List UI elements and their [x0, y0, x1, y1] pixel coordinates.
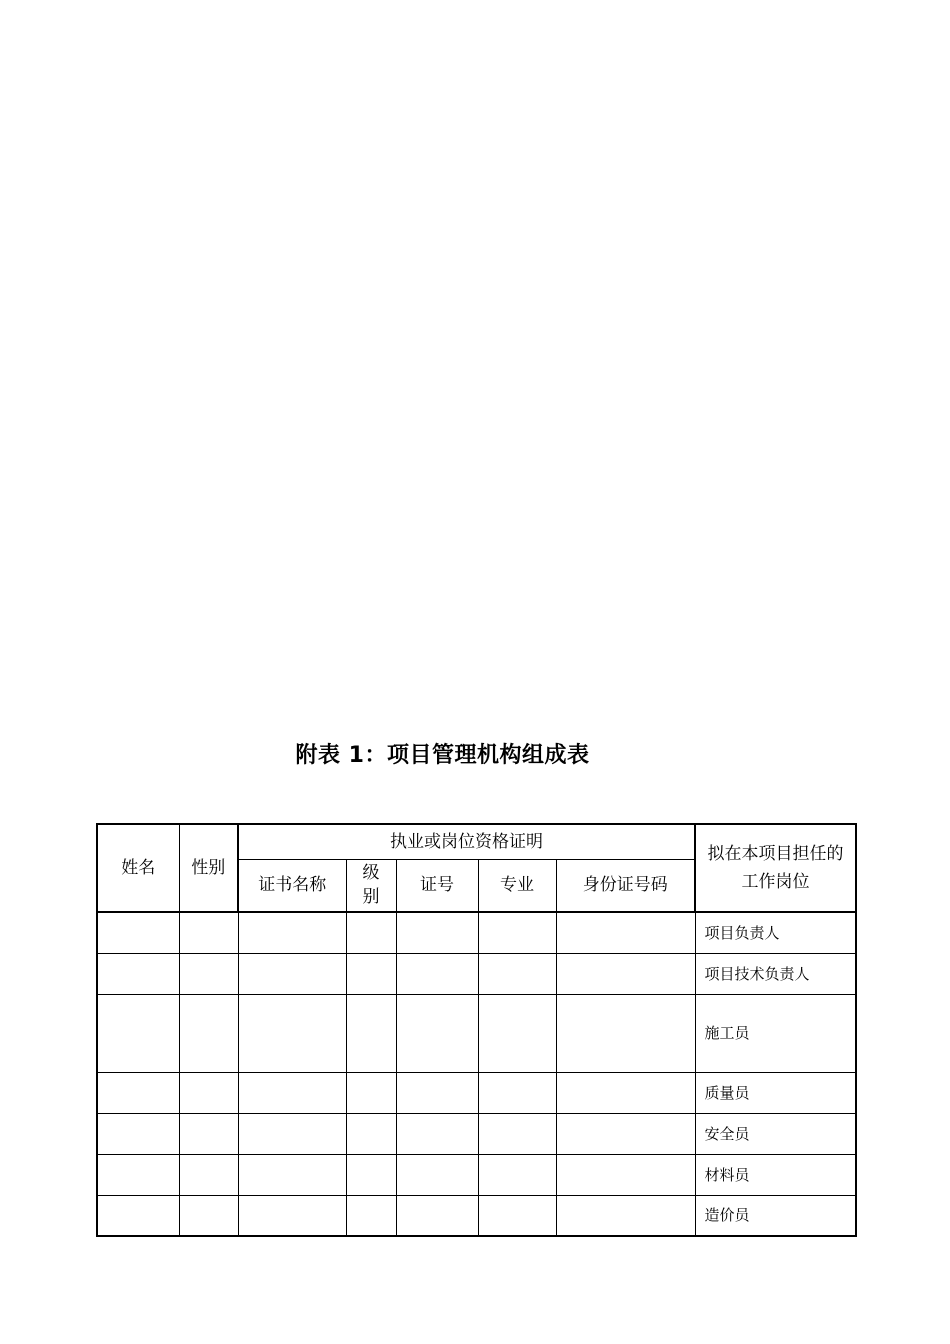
certificate-number-cell[interactable] — [396, 994, 478, 1072]
name-cell[interactable] — [97, 1113, 179, 1154]
certificate-name-cell[interactable] — [238, 1113, 346, 1154]
header-specialty: 专业 — [478, 859, 556, 912]
gender-cell[interactable] — [179, 1072, 238, 1113]
table-row — [97, 1195, 856, 1236]
certificate-number-cell[interactable] — [396, 1154, 478, 1195]
certificate-number-cell[interactable] — [396, 1113, 478, 1154]
certificate-name-cell[interactable] — [238, 994, 346, 1072]
certificate-name-cell[interactable] — [238, 1154, 346, 1195]
name-cell[interactable] — [97, 1154, 179, 1195]
header-row-top — [97, 824, 856, 859]
specialty-cell[interactable] — [478, 953, 556, 994]
certificate-name-cell[interactable] — [238, 1072, 346, 1113]
table-row — [97, 1154, 856, 1195]
header-level-top: 级 — [362, 863, 380, 884]
specialty-cell[interactable] — [478, 994, 556, 1072]
role-cell: 造价员 — [695, 1195, 856, 1236]
level-cell[interactable] — [346, 1195, 396, 1236]
gender-cell[interactable] — [179, 953, 238, 994]
specialty-cell[interactable] — [478, 1154, 556, 1195]
id-number-cell[interactable] — [556, 1195, 695, 1236]
name-cell[interactable] — [97, 1072, 179, 1113]
specialty-cell[interactable] — [478, 1072, 556, 1113]
header-certificate-name: 证书名称 — [238, 859, 346, 912]
specialty-cell[interactable] — [478, 912, 556, 953]
table-row — [97, 994, 856, 1072]
certificate-number-cell[interactable] — [396, 1072, 478, 1113]
id-number-cell[interactable] — [556, 994, 695, 1072]
level-cell[interactable] — [346, 1072, 396, 1113]
header-id-number: 身份证号码 — [556, 859, 695, 912]
gender-cell[interactable] — [179, 1154, 238, 1195]
role-cell: 项目负责人 — [695, 912, 856, 953]
certificate-number-cell[interactable] — [396, 912, 478, 953]
name-cell[interactable] — [97, 994, 179, 1072]
header-level-bottom: 别 — [362, 887, 380, 908]
gender-cell[interactable] — [179, 912, 238, 953]
role-cell: 安全员 — [695, 1113, 856, 1154]
header-name: 姓名 — [97, 824, 179, 912]
level-cell[interactable] — [346, 1154, 396, 1195]
certificate-number-cell[interactable] — [396, 953, 478, 994]
id-number-cell[interactable] — [556, 1113, 695, 1154]
header-level — [346, 859, 396, 912]
header-gender: 性别 — [179, 824, 238, 912]
certificate-number-cell[interactable] — [396, 1195, 478, 1236]
id-number-cell[interactable] — [556, 912, 695, 953]
name-cell[interactable] — [97, 953, 179, 994]
specialty-cell[interactable] — [478, 1113, 556, 1154]
gender-cell[interactable] — [179, 1113, 238, 1154]
table-row — [97, 1072, 856, 1113]
page-title: 附表 1：项目管理机构组成表 — [295, 743, 590, 768]
table-row — [97, 1113, 856, 1154]
level-cell[interactable] — [346, 912, 396, 953]
name-cell[interactable] — [97, 912, 179, 953]
name-cell[interactable] — [97, 1195, 179, 1236]
role-cell: 质量员 — [695, 1072, 856, 1113]
header-certificate-number: 证号 — [396, 859, 478, 912]
role-cell: 项目技术负责人 — [695, 953, 856, 994]
header-role: 拟在本项目担任的工作岗位 — [695, 824, 856, 912]
certificate-name-cell[interactable] — [238, 953, 346, 994]
level-cell[interactable] — [346, 1113, 396, 1154]
id-number-cell[interactable] — [556, 953, 695, 994]
level-cell[interactable] — [346, 994, 396, 1072]
level-cell[interactable] — [346, 953, 396, 994]
id-number-cell[interactable] — [556, 1154, 695, 1195]
table-row — [97, 953, 856, 994]
role-cell: 施工员 — [695, 994, 856, 1072]
header-qualification-group: 执业或岗位资格证明 — [238, 824, 695, 859]
role-cell: 材料员 — [695, 1154, 856, 1195]
specialty-cell[interactable] — [478, 1195, 556, 1236]
gender-cell[interactable] — [179, 1195, 238, 1236]
gender-cell[interactable] — [179, 994, 238, 1072]
id-number-cell[interactable] — [556, 1072, 695, 1113]
certificate-name-cell[interactable] — [238, 1195, 346, 1236]
table-row — [97, 912, 856, 953]
certificate-name-cell[interactable] — [238, 912, 346, 953]
project-management-table — [96, 823, 857, 1237]
